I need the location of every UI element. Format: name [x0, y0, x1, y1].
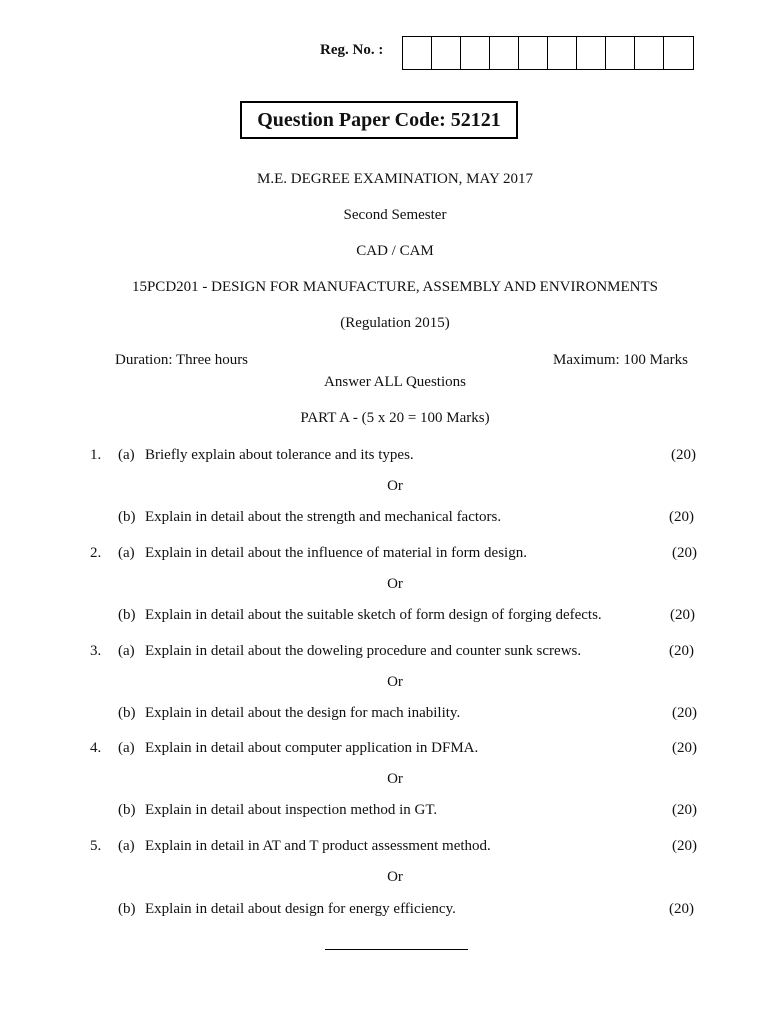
branch: CAD / CAM	[356, 243, 434, 259]
question-text: Explain in detail about the doweling procedure and counter sunk screws.	[145, 643, 582, 659]
option-label: (b)	[118, 509, 136, 525]
option-label: (b)	[118, 705, 136, 721]
option-label: (a)	[118, 447, 135, 463]
question-marks: (20)	[672, 838, 697, 854]
or-separator: Or	[387, 576, 403, 592]
reg-no-box[interactable]	[548, 37, 577, 69]
maximum-marks: Maximum: 100 Marks	[553, 352, 688, 368]
question-number: 1.	[90, 447, 102, 463]
end-rule-divider	[325, 949, 468, 950]
reg-no-box[interactable]	[577, 37, 606, 69]
subject-title: 15PCD201 - DESIGN FOR MANUFACTURE, ASSEMBLY AND ENVIRONMENTS	[131, 279, 659, 295]
question-marks: (20)	[669, 901, 694, 917]
question-marks: (20)	[672, 740, 697, 756]
or-separator: Or	[387, 869, 403, 885]
option-label: (b)	[118, 607, 136, 623]
reg-no-box[interactable]	[519, 37, 548, 69]
reg-no-box[interactable]	[635, 37, 664, 69]
question-text: Explain in detail in AT and T product assessment method.	[145, 838, 491, 854]
question-number: 3.	[90, 643, 102, 659]
question-text: Briefly explain about tolerance and its types.	[145, 447, 414, 463]
option-label: (a)	[118, 545, 135, 561]
question-paper-code: Question Paper Code: 52121	[240, 101, 518, 139]
question-marks: (20)	[671, 447, 696, 463]
option-label: (a)	[118, 740, 135, 756]
question-number: 5.	[90, 838, 102, 854]
question-number: 2.	[90, 545, 102, 561]
question-marks: (20)	[672, 802, 697, 818]
reg-no-boxes[interactable]	[402, 36, 694, 70]
or-separator: Or	[387, 674, 403, 690]
regulation: (Regulation 2015)	[340, 315, 450, 331]
question-text: Explain in detail about the strength and mechanical factors.	[145, 509, 502, 525]
option-label: (b)	[118, 901, 136, 917]
reg-no-box[interactable]	[664, 37, 693, 69]
question-text: Explain in detail about the influence of material in form design.	[145, 545, 527, 561]
reg-no-label: Reg. No. :	[320, 42, 384, 58]
or-separator: Or	[387, 771, 403, 787]
question-text: Explain in detail about computer application in DFMA.	[145, 740, 479, 756]
reg-no-box[interactable]	[461, 37, 490, 69]
question-text: Explain in detail about the suitable sketch of form design of forging defects.	[145, 607, 602, 623]
option-label: (b)	[118, 802, 136, 818]
duration: Duration: Three hours	[115, 352, 249, 368]
question-text: Explain in detail about design for energy efficiency.	[145, 901, 456, 917]
option-label: (a)	[118, 643, 135, 659]
or-separator: Or	[387, 478, 403, 494]
question-text: Explain in detail about inspection method in GT.	[145, 802, 438, 818]
reg-no-box[interactable]	[403, 37, 432, 69]
question-marks: (20)	[670, 607, 695, 623]
question-marks: (20)	[672, 705, 697, 721]
part-heading: PART A - (5 x 20 = 100 Marks)	[300, 410, 490, 426]
question-marks: (20)	[672, 545, 697, 561]
reg-no-box[interactable]	[606, 37, 635, 69]
exam-title: M.E. DEGREE EXAMINATION, MAY 2017	[257, 171, 533, 187]
question-marks: (20)	[669, 643, 694, 659]
reg-no-box[interactable]	[490, 37, 519, 69]
question-number: 4.	[90, 740, 102, 756]
question-text: Explain in detail about the design for mach inability.	[145, 705, 461, 721]
semester: Second Semester	[343, 207, 447, 223]
reg-no-box[interactable]	[432, 37, 461, 69]
option-label: (a)	[118, 838, 135, 854]
instructions: Answer ALL Questions	[324, 374, 466, 390]
question-marks: (20)	[669, 509, 694, 525]
